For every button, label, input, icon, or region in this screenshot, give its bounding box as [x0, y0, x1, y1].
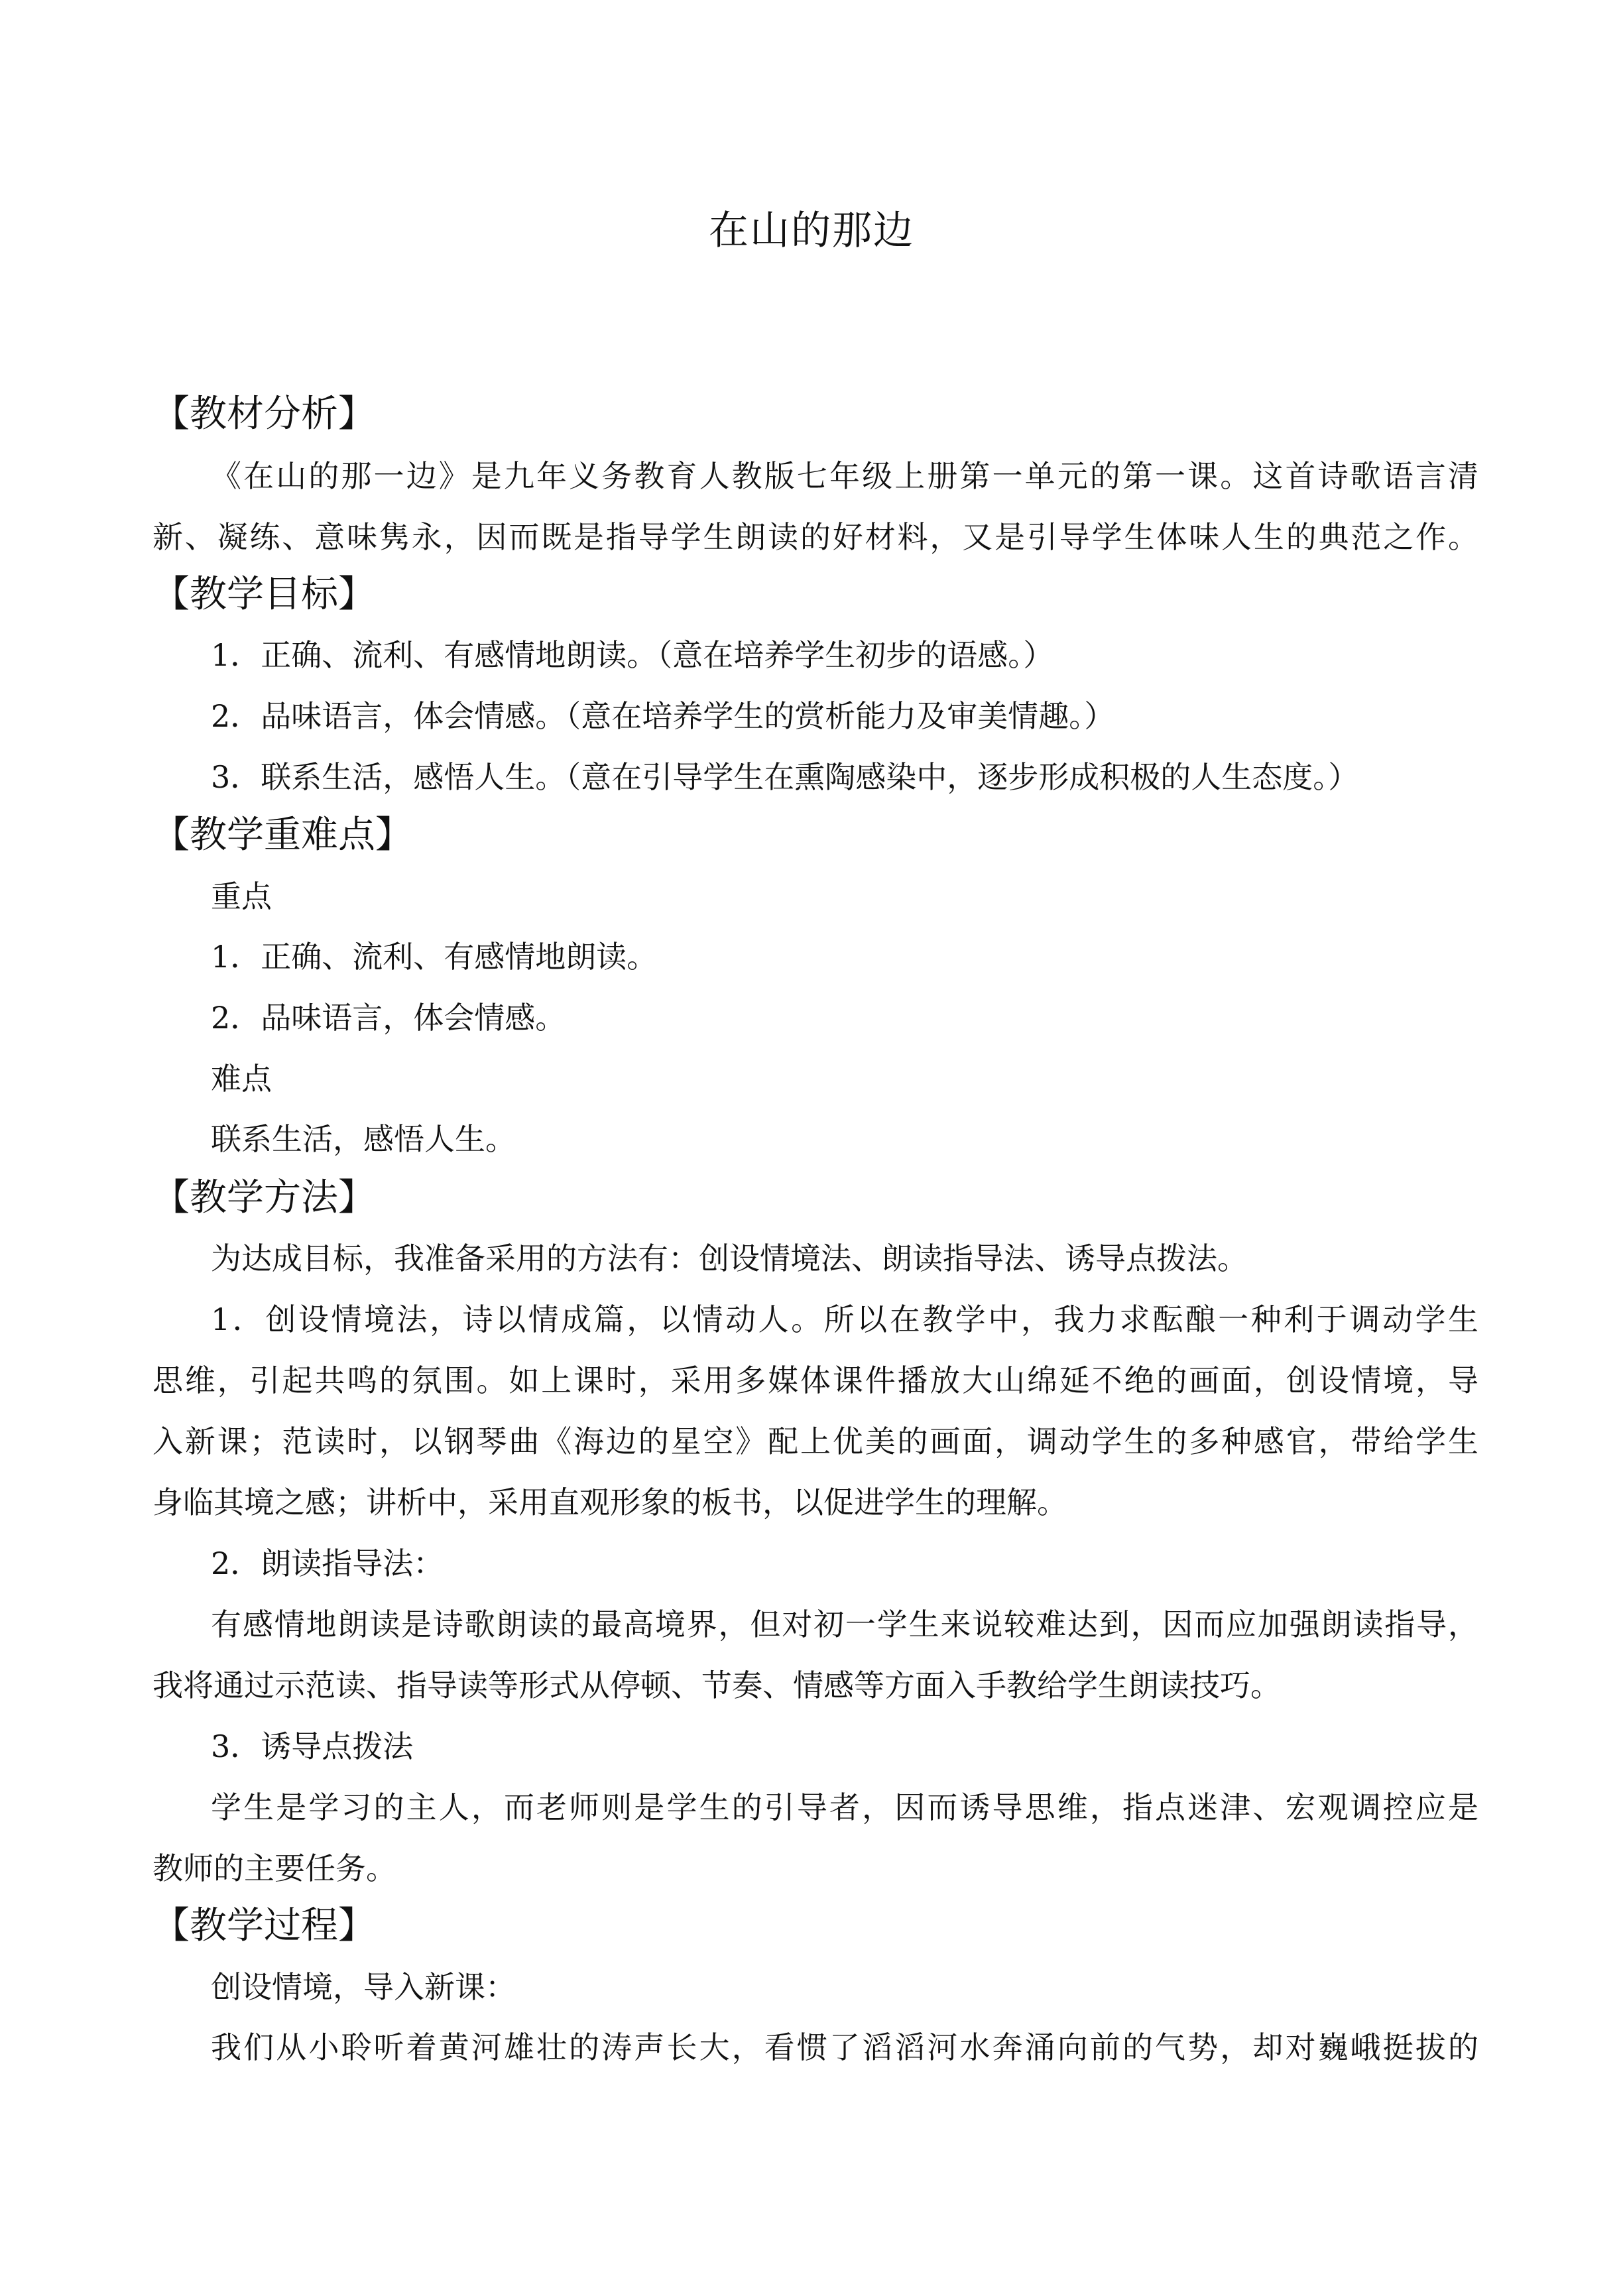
paragraph-line: 《在山的那一边》是九年义务教育人教版七年级上册第一单元的第一课。这首诗歌语言清	[211, 458, 1478, 494]
focus-label: 重点	[211, 878, 272, 914]
paragraph-line: 思维，引起共鸣的氛围。如上课时，采用多媒体课件播放大山绵延不绝的画面，创设情境，导	[152, 1362, 1478, 1398]
list-item: 3．联系生活，感悟人生。（意在引导学生在熏陶感染中，逐步形成积极的人生态度。）	[211, 759, 1359, 795]
document-title: 在山的那边	[709, 208, 914, 254]
process-step: 创设情境，导入新课：	[211, 1969, 516, 2005]
list-item: 1．正确、流利、有感情地朗读。	[211, 939, 658, 975]
paragraph-line: 1．创设情境法，诗以情成篇，以情动人。所以在教学中，我力求酝酿一种利于调动学生	[211, 1301, 1478, 1337]
paragraph-line: 教师的主要任务。	[152, 1850, 396, 1886]
paragraph-line: 有感情地朗读是诗歌朗读的最高境界，但对初一学生来说较难达到，因而应加强朗读指导，	[211, 1606, 1478, 1642]
paragraph-line: 身临其境之感；讲析中，采用直观形象的板书，以促进学生的理解。	[152, 1484, 1067, 1520]
section-heading-methods: 【教学方法】	[152, 1176, 375, 1219]
section-heading-materials: 【教材分析】	[152, 393, 375, 436]
method-label: 2．朗读指导法：	[211, 1545, 444, 1581]
paragraph-line: 学生是学习的主人，而老师则是学生的引导者，因而诱导思维，指点迷津、宏观调控应是	[211, 1789, 1478, 1825]
paragraph-line: 新、凝练、意味隽永，因而既是指导学生朗读的好材料，又是引导学生体味人生的典范之作。	[152, 519, 1478, 555]
section-heading-goals: 【教学目标】	[152, 573, 375, 616]
paragraph-line: 入新课；范读时，以钢琴曲《海边的星空》配上优美的画面，调动学生的多种感官，带给学生	[152, 1423, 1478, 1459]
section-heading-process: 【教学过程】	[152, 1904, 375, 1947]
paragraph-line: 我将通过示范读、指导读等形式从停顿、节奏、情感等方面入手教给学生朗读技巧。	[152, 1667, 1281, 1703]
list-item: 1．正确、流利、有感情地朗读。（意在培养学生初步的语感。）	[211, 637, 1054, 673]
section-heading-key-points: 【教学重难点】	[152, 814, 412, 857]
paragraph-line: 我们从小聆听着黄河雄壮的涛声长大，看惯了滔滔河水奔涌向前的气势，却对巍峨挺拔的	[211, 2029, 1478, 2065]
difficulty-label: 难点	[211, 1061, 272, 1097]
list-item: 2．品味语言，体会情感。	[211, 1000, 566, 1036]
method-label: 3．诱导点拨法	[211, 1728, 414, 1764]
difficulty-text: 联系生活，感悟人生。	[211, 1121, 516, 1157]
paragraph-line: 为达成目标，我准备采用的方法有：创设情境法、朗读指导法、诱导点拨法。	[211, 1240, 1248, 1276]
list-item: 2．品味语言，体会情感。（意在培养学生的赏析能力及审美情趣。）	[211, 698, 1115, 734]
